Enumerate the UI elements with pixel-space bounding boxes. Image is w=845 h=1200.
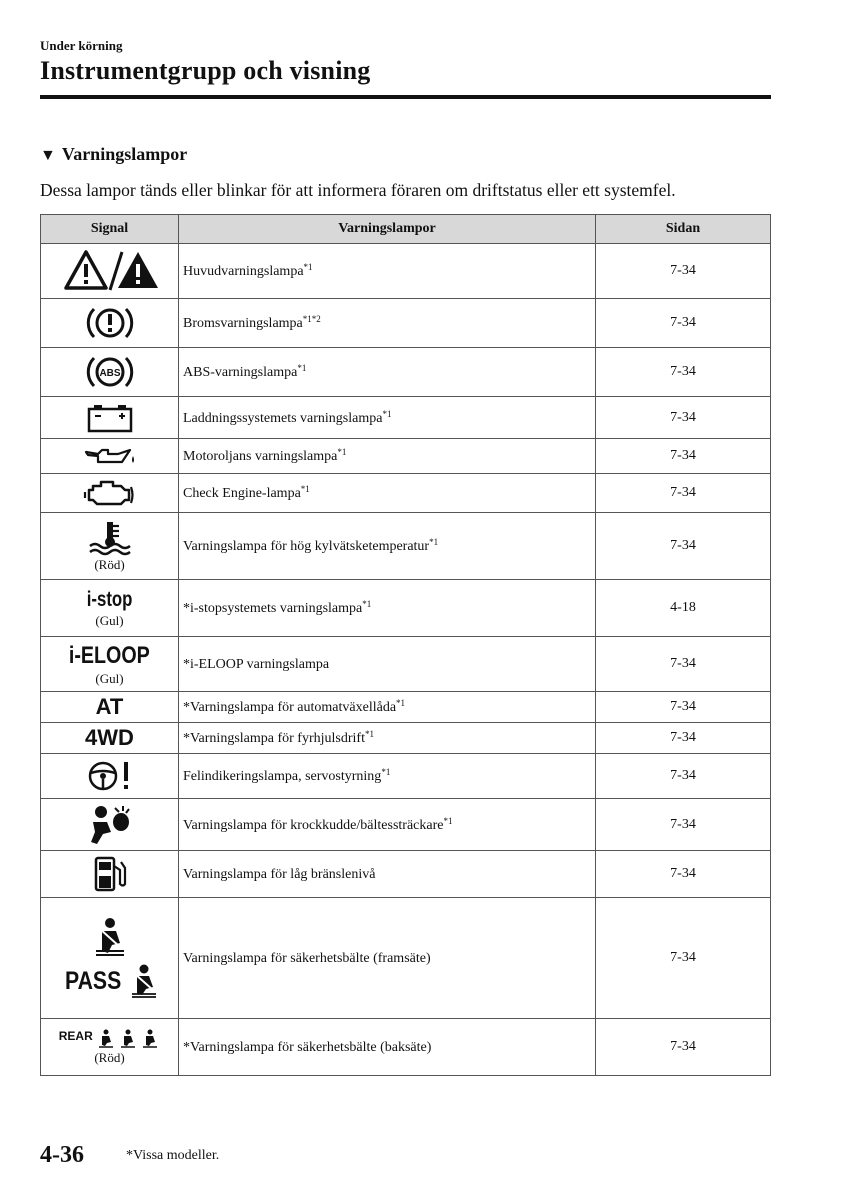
lamp-name: Check Engine-lampa$^{*1}$ (179, 474, 596, 513)
lamp-name: *Varningslampa för fyrhjulsdrift$^{*1}$ (179, 723, 596, 754)
seatbelt-rear-icon (41, 1029, 178, 1049)
signal-color-caption: (Gul) (95, 670, 124, 686)
signal-color-caption: (Röd) (94, 556, 125, 572)
page-ref: 7-34 (596, 637, 771, 692)
section-marker-icon: ▼ (40, 147, 56, 164)
signal-cell (41, 754, 179, 799)
abs-warning-icon (84, 364, 136, 379)
signal-cell (41, 244, 179, 299)
page-ref: 7-34 (596, 898, 771, 1019)
battery-icon (85, 410, 135, 425)
page-ref: 7-34 (596, 397, 771, 439)
4wd-icon: 4WD (85, 725, 134, 750)
lamp-name: Varningslampa för låg bränslenivå (179, 851, 596, 898)
table-row (41, 580, 771, 637)
at-icon: AT (95, 694, 124, 719)
page-ref: 7-34 (596, 513, 771, 580)
power-steering-icon (85, 768, 135, 783)
column-header-lamp: Varningslampor (179, 215, 596, 244)
lamp-name: Varningslampa för krockkudde/bältessträckare$^{*1}$ (179, 799, 596, 851)
table-row (41, 397, 771, 439)
page-ref: 4-18 (596, 580, 771, 637)
signal-cell (41, 637, 179, 692)
signal-cell (41, 348, 179, 397)
warning-lamp-table (40, 214, 771, 1076)
page-ref: 7-34 (596, 299, 771, 348)
lamp-name: ABS-varningslampa$^{*1}$ (179, 348, 596, 397)
signal-cell (41, 580, 179, 637)
signal-cell (41, 723, 179, 754)
pass-label: PASS (64, 966, 121, 995)
page-ref: 7-34 (596, 692, 771, 723)
page-ref: 7-34 (596, 723, 771, 754)
seatbelt-front-icon (41, 917, 178, 957)
signal-cell (41, 474, 179, 513)
signal-cell (41, 513, 179, 580)
brake-warning-icon (84, 315, 136, 330)
fuel-pump-icon (90, 866, 130, 881)
rear-label: REAR (58, 1028, 93, 1043)
svg-text:ABS: ABS (98, 368, 121, 379)
lamp-name: Laddningssystemets varningslampa$^{*1}$ (179, 397, 596, 439)
column-header-signal: Signal (41, 215, 179, 244)
table-row (41, 692, 771, 723)
table-row (41, 637, 771, 692)
table-row (41, 799, 771, 851)
lamp-name: Huvudvarningslampa$^{*1}$ (179, 244, 596, 299)
page-ref: 7-34 (596, 851, 771, 898)
column-header-page: Sidan (596, 215, 771, 244)
lamp-name: *Varningslampa för automatväxellåda$^{*1}$ (179, 692, 596, 723)
header-divider (40, 95, 771, 99)
seatbelt-passenger-icon (129, 973, 159, 988)
intro-paragraph: Dessa lampor tänds eller blinkar för att informera föraren om driftstatus eller ett systemfel. (40, 180, 676, 200)
lamp-name: *i-stopsystemets varningslampa$^{*1}$ (179, 580, 596, 637)
table-row (41, 754, 771, 799)
signal-color-caption: (Gul) (95, 612, 124, 628)
table-row (41, 348, 771, 397)
lamp-name: *i-ELOOP varningslampa (179, 637, 596, 692)
signal-cell (41, 898, 179, 1019)
page-ref: 7-34 (596, 439, 771, 474)
page-number: 4-36 (40, 1142, 84, 1168)
table-row (41, 513, 771, 580)
section-heading (40, 144, 187, 165)
page-ref: 7-34 (596, 244, 771, 299)
lamp-name: Varningslampa för hög kylvätsketemperatur$^{*1}$ (179, 513, 596, 580)
airbag-icon (85, 817, 135, 832)
page-ref: 7-34 (596, 1019, 771, 1076)
table-row (41, 898, 771, 1019)
signal-cell (41, 1019, 179, 1076)
check-engine-icon (83, 485, 137, 500)
signal-cell (41, 439, 179, 474)
table-header-row (41, 215, 771, 244)
footnote: *Vissa modeller. (126, 1148, 220, 1163)
coolant-temp-icon (88, 530, 132, 545)
lamp-name: Bromsvarningslampa$^{*1*2}$ (179, 299, 596, 348)
table-row (41, 723, 771, 754)
chapter-label: Under körning (40, 38, 123, 53)
i-stop-icon: i-stop (86, 587, 133, 611)
table-row (41, 1019, 771, 1076)
signal-cell (41, 397, 179, 439)
signal-cell (41, 851, 179, 898)
signal-color-caption: (Röd) (94, 1049, 125, 1065)
page-ref: 7-34 (596, 799, 771, 851)
i-eloop-icon: i-ELOOP (69, 641, 150, 669)
signal-cell (41, 799, 179, 851)
section-title: Varningslampor (61, 144, 188, 164)
signal-cell (41, 299, 179, 348)
page-ref: 7-34 (596, 348, 771, 397)
page-ref: 7-34 (596, 754, 771, 799)
signal-cell (41, 692, 179, 723)
oil-can-icon (82, 448, 138, 463)
lamp-name: Felindikeringslampa, servostyrning$^{*1}$ (179, 754, 596, 799)
page-title: Instrumentgrupp och visning (40, 56, 371, 85)
page-ref: 7-34 (596, 474, 771, 513)
seatbelt-pass-indicator (41, 963, 178, 999)
lamp-name: Motoroljans varningslampa$^{*1}$ (179, 439, 596, 474)
table-row (41, 299, 771, 348)
master-warning-icon (62, 263, 158, 278)
lamp-name: Varningslampa för säkerhetsbälte (framsäte) (179, 898, 596, 1019)
table-row (41, 244, 771, 299)
table-row (41, 474, 771, 513)
table-row (41, 851, 771, 898)
lamp-name: *Varningslampa för säkerhetsbälte (baksäte) (179, 1019, 596, 1076)
table-row (41, 439, 771, 474)
